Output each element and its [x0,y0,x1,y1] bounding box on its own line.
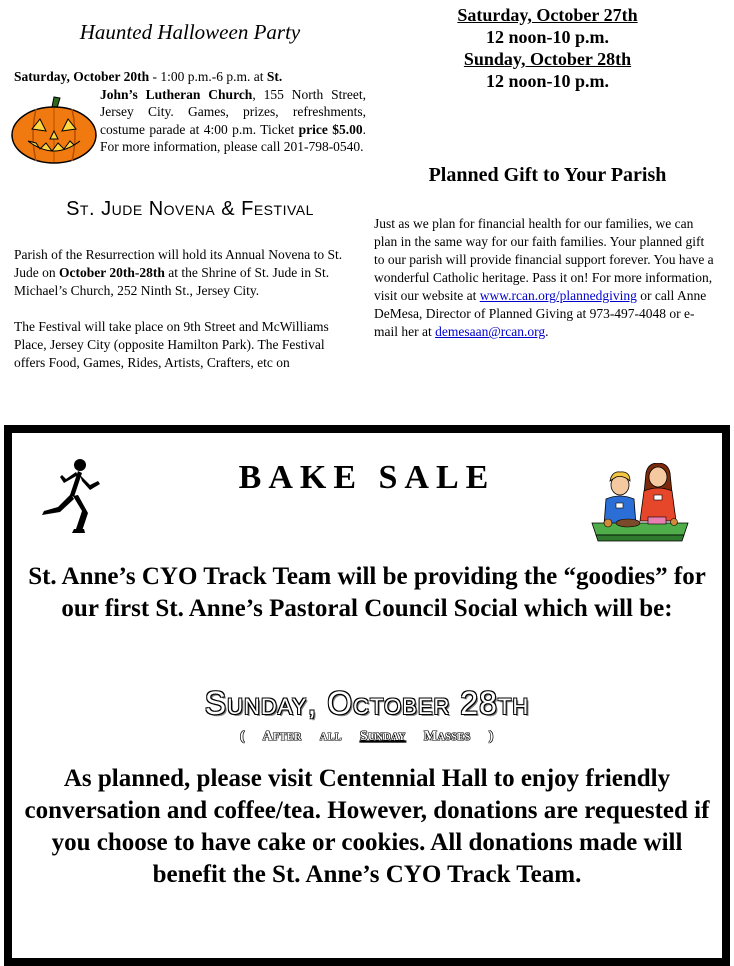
bake-sale-masses-note [12,729,722,745]
planned-gift-text-c: . [545,324,549,339]
halloween-time: - 1:00 p.m.-6 p.m. at [149,69,267,84]
planned-gift-body [374,215,718,341]
festival-dates [380,4,715,92]
bake-sale-inner [12,433,722,958]
halloween-date: Saturday, October 20th [14,69,150,84]
halloween-contact: . For more information, please call 201-798-0540. [100,121,366,154]
festival-hours-1: 12 noon-10 p.m. [485,27,610,47]
bake-sale-title: BAKE SALE [238,459,496,496]
st-jude-p1-text: Parish of the Resurrection will hold its Annual Novena to St. Jude on [14,247,343,280]
masses-note-c: Masses ) [423,729,494,744]
halloween-details: , 155 North Street, Jersey City. Games, prizes, refreshments, costume parade at 4:00 p.m. Ticket [100,86,366,137]
jack-o-lantern-icon [10,95,98,165]
st-jude-dates: October 20th-28th [59,265,165,280]
st-jude-p1-text-b: at the Shrine of St. Jude in St. Michael’s Church, 252 Ninth St., Jersey City. [14,265,330,298]
masses-note-sunday: Sunday [359,729,406,744]
planned-gift-title: Planned Gift to Your Parish [428,164,667,186]
st-jude-paragraph-1 [14,246,366,300]
bake-sale-box [4,425,730,966]
st-jude-title: St. Jude Novena & Festival [66,198,314,220]
bake-sale-body: As planned, please visit Centennial Hall to enjoy friendly conversation and coffee/tea. However, donations are requested if you choose to have cake or cookies. All donations made will benefit the St. Anne’s CYO Track Team. [24,765,710,888]
festival-hours-2: 12 noon-10 p.m. [485,71,610,91]
halloween-venue-b: John’s Lutheran Church [100,86,253,102]
halloween-title: Haunted Halloween Party [79,20,301,44]
festival-day-2: Sunday, October 28th [463,49,632,69]
planned-gift-text-a: Just as we plan for financial health for our families, we can plan in the same way for our faith families. Your planned gift to our parish will provide financial support forever. You have a wonderful Catholic heritage. Pass it on! For more information, visit our website at [374,216,714,303]
bake-sale-date: Sunday, October 28th [204,685,530,721]
st-jude-paragraph-2: The Festival will take place on 9th Street and McWilliams Place, Jersey City (opposite Hamilton Park). The Festival offers Food, Games, Rides, Artists, Crafters, etc on [14,319,329,370]
masses-note-a: ( After all [240,729,342,744]
planned-gift-text-b: or call Anne DeMesa, Director of Planned Giving at 973-497-4048 or e-mail her at [374,288,707,339]
bake-sale-intro: St. Anne’s CYO Track Team will be providing the “goodies” for our first St. Anne’s Pastoral Council Social which will be: [28,563,706,622]
festival-day-1: Saturday, October 27th [457,5,638,25]
planned-giving-email-link[interactable]: demesaan@rcan.org [435,324,546,339]
halloween-venue-a: St. [266,69,283,84]
planned-giving-website-link[interactable]: www.rcan.org/plannedgiving [479,288,637,303]
kids-baking-icon [588,463,692,543]
halloween-price: price $5.00 [298,121,363,137]
